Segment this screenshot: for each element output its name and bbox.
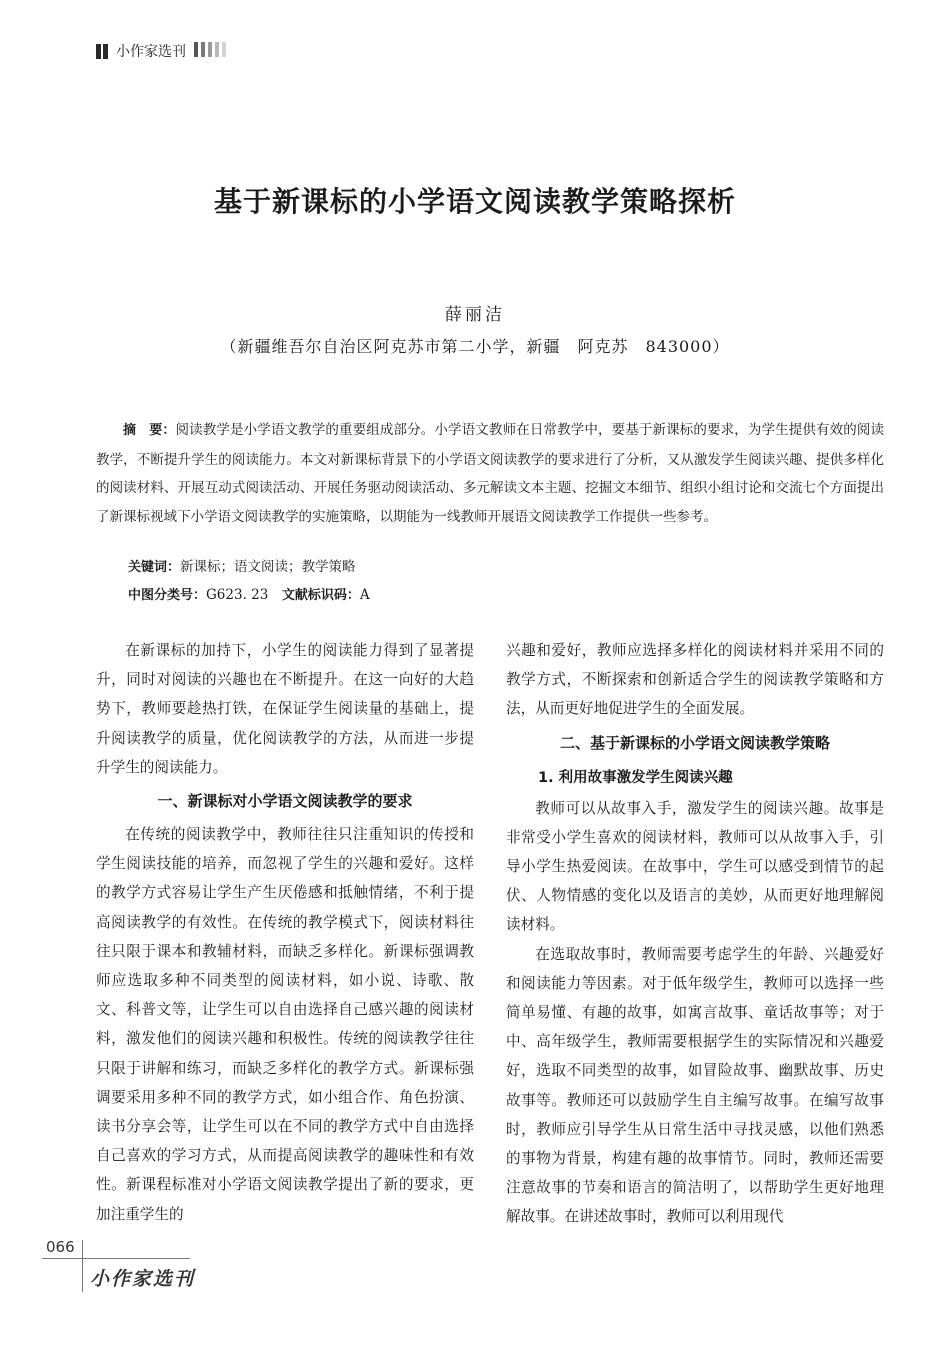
subsection-paragraph-2: 在选取故事时，教师需要考虑学生的年龄、兴趣爱好和阅读能力等因素。对于低年级学生，教师可以选择一些简单易懂、有趣的故事，如寓言故事、童话故事等；对于中、高年级学生，教师需要根据学生的实际情况和兴趣爱好，选取不同类型的故事，如冒险故事、幽默故事、历史故事等。教师还可以鼓励学生自主编写故事。在编写故事时，教师应引导学生从日常生活中寻找灵感，以他们熟悉的事物为背景，构建有趣的故事情节。同时，教师还需要注意故事的节奏和语言的简洁明了，以帮助学生更好地理解故事。在讲述故事时，教师可以利用现代 xyxy=(506,945,884,1226)
header-bar-icon xyxy=(96,44,101,59)
continued-paragraph: 兴趣和爱好，教师应选择多样化的阅读材料并采用不同的教学方式，不断探索和创新适合学生的阅读教学策略和方法，从而更好地促进学生的全面发展。 xyxy=(506,642,884,718)
intro-paragraph: 在新课标的加持下，小学生的阅读能力得到了显著提升，同时对阅读的兴趣也在不断提升。在这一向好的大趋势下，教师要趁热打铁，在保证学生阅读量的基础上，提升阅读教学的质量，优化阅读教学的方法，从而进一步提升学生的阅读能力。 xyxy=(96,642,474,776)
footer-rule xyxy=(42,1258,190,1259)
subsection-paragraph-1: 教师可以从故事入手，激发学生的阅读兴趣。故事是非常受小学生喜欢的阅读材料，教师可以从故事入手，引导小学生热爱阅读。在故事中，学生可以感受到情节的起伏、人物情感的变化以及语言的美妙，从而更好地理解阅读材料。 xyxy=(506,799,884,934)
clc-value: G623. 23 xyxy=(206,587,269,603)
doc-code-label: 文献标识码： xyxy=(281,588,360,603)
keywords xyxy=(128,555,356,580)
abstract-label: 摘 要： xyxy=(123,423,176,438)
page-number: 066 xyxy=(46,1238,75,1256)
subsection-heading-1: 1. 利用故事激发学生阅读兴趣 xyxy=(538,769,733,786)
keywords-text: 新课标；语文阅读；教学策略 xyxy=(180,559,356,575)
keywords-label: 关键词： xyxy=(128,560,181,575)
author-affiliation: （新疆维吾尔自治区阿克苏市第二小学，新疆 阿克苏 843000） xyxy=(220,337,730,356)
journal-name: 小作家选刊 xyxy=(116,44,186,60)
clc-label: 中图分类号： xyxy=(128,588,207,603)
footer-divider xyxy=(82,1240,83,1292)
section-heading-1: 一、新课标对小学语文阅读教学的要求 xyxy=(157,792,413,811)
footer-logo: 小作家选刊 xyxy=(90,1268,196,1290)
abstract xyxy=(96,416,884,531)
abstract-text: 阅读教学是小学语文教学的重要组成部分。小学语文教师在日常教学中，要基于新课标的要求，为学生提供有效的阅读教学，不断提升学生的阅读能力。本文对新课标背景下的小学语文阅读教学的要求进行了分析，又从激发学生阅读兴趣、提供多样化的阅读材料、开展互动式阅读活动、开展任务驱动阅读活动、多元解读文本主题、挖掘文本细节、组织小组讨论和交流七个方面提出了新课标视域下小学语文阅读教学的实施策略，以期能为一线教师开展语文阅读教学工作提供一些参考。 xyxy=(96,422,884,525)
author-name: 薛丽洁 xyxy=(445,305,505,325)
section1-paragraph: 在传统的阅读教学中，教师往往只注重知识的传授和学生阅读技能的培养，而忽视了学生的兴趣和爱好。这样的教学方式容易让学生产生厌倦感和抵触情绪，不利于提高阅读教学的有效性。在传统的教学模式下，阅读材料往往只限于课本和教辅材料，而缺乏多样化。新课标强调教师应选取多种不同类型的阅读材料，如小说、诗歌、散文、科普文等，让学生可以自由选择自己感兴趣的阅读材料，激发他们的阅读兴趣和积极性。传统的阅读教学往往只限于讲解和练习，而缺乏多样化的教学方式。新课标强调要采用多种不同的教学方式，如小组合作、角色扮演、读书分享会等，让学生可以在不同的教学方式中自由选择自己喜欢的学习方式，从而提高阅读教学的趣味性和有效性。新课程标准对小学语文阅读教学提出了新的要求，更加注重学生的 xyxy=(96,826,474,1223)
doc-code-value: A xyxy=(359,587,370,603)
header-bar-icon xyxy=(103,44,108,59)
running-header xyxy=(96,40,229,62)
body-left-column xyxy=(96,636,474,1229)
body-right-column xyxy=(506,636,884,1232)
section-heading-2: 二、基于新课标的小学语文阅读教学策略 xyxy=(559,733,830,752)
header-stripes-icon xyxy=(194,42,229,61)
article-title: 基于新课标的小学语文阅读教学策略探析 xyxy=(213,185,736,218)
classification-line xyxy=(128,583,370,608)
